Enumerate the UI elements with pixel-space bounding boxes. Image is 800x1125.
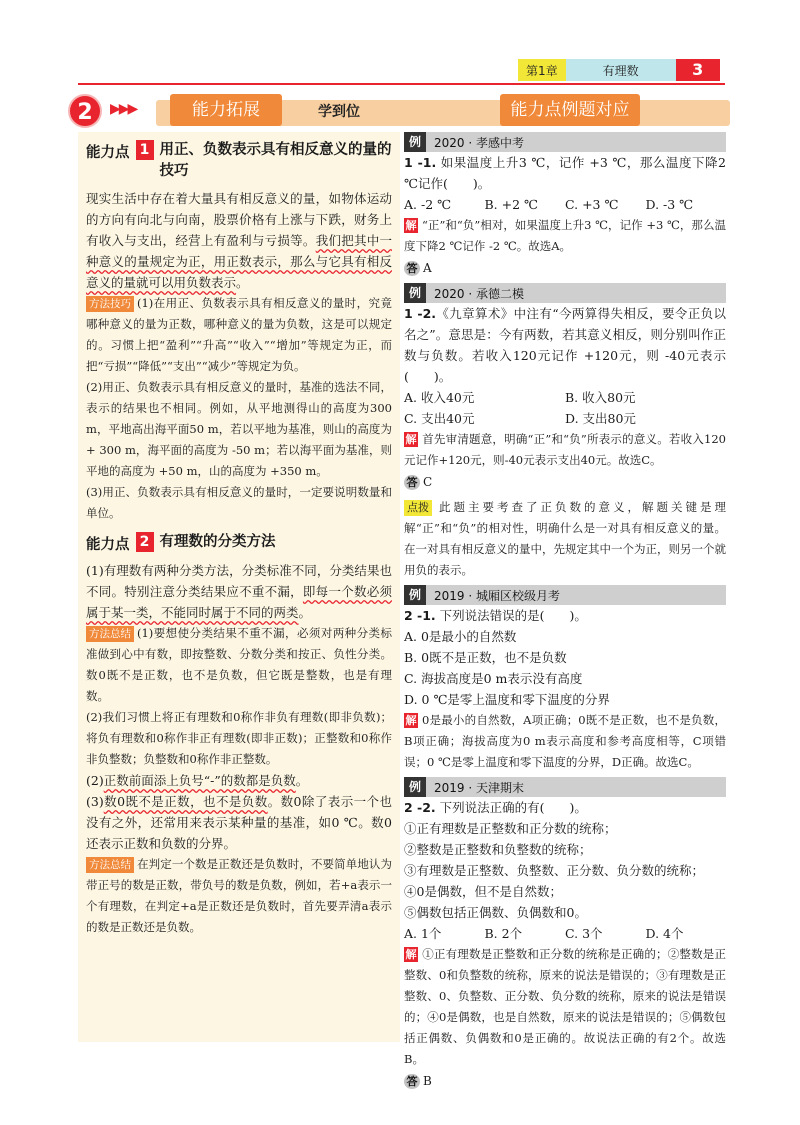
method-tip-3: (3)用正、负数表示具有相反意义的量时，一定要说明数量和单位。 bbox=[86, 485, 392, 520]
example-header bbox=[404, 777, 726, 797]
option: D. 4个 bbox=[645, 926, 684, 941]
solution-2-2: 解 ①正有理数是正整数和正分数的统称是正确的；②整数是正整数、0和负整数的统称，原来的说法是错误的；③有理数是正整数、0、负整数、正分数、负分数的统称，原来的说法是错误的；④0是偶数，也是自然数，原来的说法是错误的；⑤偶数包括正偶数、负偶数和0是正确的。故说法正确的有2个。故选B。 bbox=[404, 947, 726, 1066]
example-source: 2020 · 孝感中考 bbox=[434, 135, 524, 150]
statement: ③有理数是正整数、负整数、正分数、负分数的统称； bbox=[404, 863, 705, 878]
section-header bbox=[68, 94, 730, 128]
example-source: 2020 · 承德二模 bbox=[434, 286, 524, 301]
solution-2-1: 解 0是最小的自然数，A项正确；0既不是正数，也不是负数，B项正确；海拔高度为0 m表示高度和参考高度相等，C项错误；0 ℃是零上温度和零下温度的分界，D正确。故选C。 bbox=[404, 713, 726, 769]
solution-icon: 解 bbox=[405, 714, 417, 727]
topic-label: 有理数 bbox=[566, 59, 676, 81]
ability-point-2-para-2: (2)正数前面添上负号“-”的数都是负数。 bbox=[86, 773, 309, 788]
section-tab-examples: 能力点例题对应 bbox=[500, 94, 640, 126]
ability-point-label: 能力点 bbox=[86, 145, 130, 161]
answer-1-1: 答 A bbox=[404, 257, 726, 279]
answer-2-2: 答 B bbox=[404, 1070, 726, 1092]
ability-point-1-intro: 现实生活中存在着大量具有相反意义的量，如物体运动的方向有向北与向南，股票价格有上涨与下跌，财务上有收入与支出，经营上有盈利与亏损等。我们把其中一种意义的量规定为正，用正数表示，那么与它具有相反意义的量就可以用负数表示。 bbox=[86, 191, 392, 290]
answer-icon: 答 bbox=[404, 261, 420, 276]
example-header bbox=[404, 132, 726, 152]
option: C. +3 ℃ bbox=[565, 197, 619, 212]
chapter-label: 第1章 bbox=[518, 59, 566, 81]
summary-2: (2)我们习惯上将正有理数和0称作非负有理数(即非负数)；将负有理数和0称作非正有理数(即非正数)；正整数和0称作非负整数；负整数和0称作非正整数。 bbox=[86, 710, 392, 766]
summary-tag: 方法总结 bbox=[86, 857, 134, 873]
summary-1: 方法总结 (1)要想使分类结果不重不漏，必须对两种分类标准做到心中有数，即按整数、分数分类和按正、负性分类。数0既不是正数，也不是负数，但它既是整数，也是有理数。 bbox=[86, 626, 392, 703]
example-mark: 例 bbox=[404, 777, 426, 797]
option: B. 0既不是正数，也不是负数 bbox=[404, 650, 567, 665]
solution-icon: 解 bbox=[405, 219, 417, 232]
example-source: 2019 · 城厢区校级月考 bbox=[434, 588, 560, 603]
ability-point-number: 1 bbox=[136, 140, 154, 160]
answer-1-2: 答 C bbox=[404, 471, 726, 493]
solution-1-2: 解 首先审清题意，明确“正”和“负”所表示的意义。若收入120元记作+120元，则-40元表示支出40元。故选C。 bbox=[404, 432, 726, 467]
example-source: 2019 · 天津期末 bbox=[434, 780, 524, 795]
header-rule bbox=[78, 83, 725, 85]
option: A. -2 ℃ bbox=[404, 197, 452, 212]
ability-point-heading: 用正、负数表示具有相反意义的量的技巧 bbox=[159, 142, 392, 179]
ability-point-2-para-1: (1)有理数有两种分类方法，分类标准不同，分类结果也不同。特别注意分类结果应不重不漏，即每一个数必须属于某一类，不能同时属于不同的两类。 bbox=[86, 563, 392, 620]
section-subtitle: 学到位 bbox=[318, 104, 360, 120]
example-mark: 例 bbox=[404, 132, 426, 152]
question-2-2-options bbox=[404, 923, 726, 944]
example-mark: 例 bbox=[404, 585, 426, 605]
method-tip-2: (2)用正、负数表示具有相反意义的量时，基准的选法不同，表示的结果也不相同。例如，从平地测得山的高度为300 m，平地高出海平面50 m，若以平地为基准，则山的高度为 + 300 m，海平面的高度为 -50 m；若以海平面为基准，则平地的高度为 +50 m，山的高度为 +350 m。 bbox=[86, 380, 392, 478]
ability-point-label: 能力点 bbox=[86, 537, 130, 553]
ability-point-number: 2 bbox=[136, 532, 154, 552]
statement: ②整数是正整数和负整数的统称； bbox=[404, 842, 592, 857]
statement: ⑤偶数包括正偶数、负偶数和0。 bbox=[404, 905, 587, 920]
question-2-1: 2 -1. 下列说法错误的是( )。 bbox=[404, 608, 587, 623]
page-number: 3 bbox=[676, 59, 720, 81]
ability-column bbox=[78, 132, 400, 1042]
tip-tag: 点拨 bbox=[404, 500, 432, 516]
ability-point-1-title bbox=[86, 140, 392, 182]
option: C. 支出40元 bbox=[404, 411, 475, 426]
example-mark: 例 bbox=[404, 283, 426, 303]
option: B. +2 ℃ bbox=[484, 197, 539, 212]
option: A. 1个 bbox=[404, 926, 442, 941]
statement: ④0是偶数，但不是自然数； bbox=[404, 884, 562, 899]
statement: ①正有理数是正整数和正分数的统称； bbox=[404, 821, 617, 836]
ability-point-2-title bbox=[86, 532, 392, 554]
solution-icon: 解 bbox=[405, 948, 417, 961]
option: A. 0是最小的自然数 bbox=[404, 629, 517, 644]
question-1-2: 1 -2.《九章算术》中注有“今两算得失相反，要令正负以名之”。意思是：今有两数，若其意义相反，则分别叫作正数与负数。若收入120元记作 +120元，则 -40元表示( )。 bbox=[404, 306, 726, 384]
summary-3: 方法总结 在判定一个数是正数还是负数时，不要简单地认为带正号的数是正数，带负号的数是负数，例如，若+a表示一个有理数，在判定+a是正数还是负数时，首先要弄清a表示的数是正数还是负数。 bbox=[86, 857, 392, 934]
option: C. 海拔高度是0 m表示没有高度 bbox=[404, 671, 583, 686]
section-number: 2 bbox=[68, 94, 102, 128]
question-1-1-options bbox=[404, 194, 726, 215]
method-tip-1: 方法技巧 (1)在用正、负数表示具有相反意义的量时，究竟哪种意义的量为正数，哪种意义的量为负数，这是可以规定的。习惯上把“盈利”“升高”“收入”“增加”等规定为正，而把“亏损”“降低”“支出”“减少”等规定为负。 bbox=[86, 296, 392, 373]
chapter-bar bbox=[518, 59, 720, 81]
example-header bbox=[404, 585, 726, 605]
question-1-2-options bbox=[404, 387, 726, 429]
example-header bbox=[404, 283, 726, 303]
option: D. 0 ℃是零上温度和零下温度的分界 bbox=[404, 692, 610, 707]
answer-icon: 答 bbox=[404, 1074, 420, 1089]
method-tag: 方法技巧 bbox=[86, 296, 134, 312]
answer-icon: 答 bbox=[404, 475, 420, 490]
option: D. 支出80元 bbox=[565, 411, 636, 426]
solution-icon: 解 bbox=[405, 433, 417, 446]
option: B. 收入80元 bbox=[565, 390, 636, 405]
option: B. 2个 bbox=[484, 926, 523, 941]
question-2-2: 2 -2. 下列说法正确的有( )。 bbox=[404, 800, 587, 815]
examples-column bbox=[404, 132, 726, 1096]
summary-tag: 方法总结 bbox=[86, 626, 134, 642]
solution-1-1: 解 “正”和“负”相对，如果温度上升3 ℃，记作 +3 ℃，那么温度下降2 ℃记作 -2 ℃。故选A。 bbox=[404, 218, 726, 253]
ability-point-heading: 有理数的分类方法 bbox=[159, 534, 276, 550]
tip-1-2: 点拨 此题主要考查了正负数的意义，解题关键是理解“正”和“负”的相对性，明确什么是一对具有相反意义的量。在一对具有相反意义的量中，先规定其中一个为正，则另一个就用负的表示。 bbox=[404, 500, 726, 577]
question-1-1: 1 -1. 如果温度上升3 ℃，记作 +3 ℃，那么温度下降2 ℃记作( )。 bbox=[404, 155, 726, 191]
ability-point-2-para-3: (3)数0既不是正数，也不是负数。数0除了表示一个也没有之外，还常用来表示某种量的基准，如0 ℃。数0还表示正数和负数的分界。 bbox=[86, 794, 392, 851]
option: A. 收入40元 bbox=[404, 390, 475, 405]
section-tab-ability: 能力拓展 bbox=[170, 94, 282, 126]
option: D. -3 ℃ bbox=[645, 197, 694, 212]
option: C. 3个 bbox=[565, 926, 603, 941]
arrows-icon: ▶▶▶ bbox=[110, 101, 137, 117]
